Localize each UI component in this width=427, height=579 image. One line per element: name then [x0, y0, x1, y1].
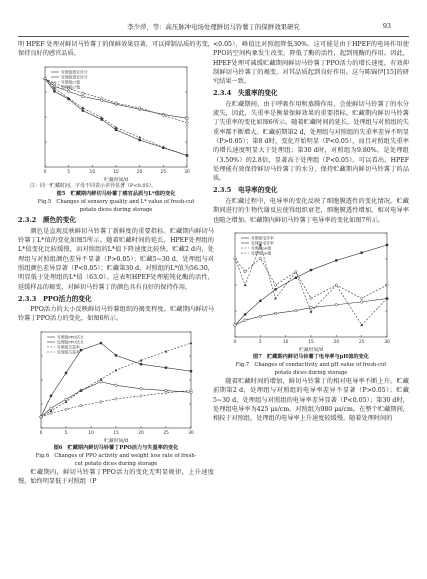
x-tick-label: 25 — [358, 339, 365, 345]
figure-7-caption-en-1: Fig.7 Changes of conductivity and pH value of fresh-cut — [235, 361, 387, 368]
x-tick-label: 15 — [113, 169, 119, 175]
section-2-3-3-heading: 2.3.3 PPO活力的变化 — [18, 294, 92, 303]
page-number: 93 — [382, 22, 391, 30]
data-point — [244, 319, 247, 322]
data-point — [65, 398, 68, 401]
paragraph-ppo-tail: <0.05），峰值比对照组降低30%。这可能是由于HPEF的电场作用使PPO的空间构象发生改变，降低了酶的活性，起到钝酶的作用。因此，HPEF处理可减缓贮藏期间鲜切马铃薯丁PPO活力的增长速度，有效抑制鲜切马铃薯丁的褐变，对其品质起到良好作用。这与陈锦伊[15]的研究结果一致。 — [213, 41, 409, 86]
data-point — [295, 309, 298, 312]
data-point — [244, 313, 246, 315]
data-point — [53, 82, 56, 85]
running-title: 李少萍，等：高压脉冲电场处理鲜切马铃薯丁的保鲜效果研究 — [127, 23, 300, 31]
section-2-3-3-continued: 贮藏期内，鲜切马铃薯丁PPO活力的变化无明显规律，上升速度慢，始终明显低于对照组（P — [18, 468, 214, 486]
legend-label: 对照组L*值 — [61, 79, 81, 85]
x-tick-label: 5 — [64, 430, 68, 436]
section-2-3-5-body: 在贮藏过程中，电导率的变化反映了细胞膜透性的变化情况。贮藏期间进行的生物代谢反应使得组织衰老，细胞膜透性增加，相对电导率也随之增加。贮藏期内鲜切马铃薯丁电导率的变化如图7所示。 — [213, 197, 409, 224]
data-point — [138, 139, 140, 141]
data-point — [100, 378, 103, 381]
data-point — [65, 408, 68, 411]
figure-6-caption-cn: 图6 贮藏期内鲜切马铃薯丁PPO活力与失重率的变化 — [53, 444, 179, 451]
data-point — [80, 404, 83, 407]
legend-label: 处理组感官评分 — [61, 74, 88, 80]
data-point — [165, 366, 167, 368]
x-tick-label: 10 — [282, 339, 289, 345]
legend-label: 对照组pH值 — [251, 245, 272, 251]
legend-label: 对照组PPO活力 — [57, 334, 84, 340]
figure-7-caption-cn: 图7 贮藏期内鲜切马铃薯丁电导率与pH值的变化 — [253, 353, 369, 360]
series-line — [45, 78, 187, 155]
data-point — [65, 400, 68, 403]
data-point — [140, 363, 142, 365]
page-header — [0, 22, 427, 36]
x-tick-label: 25 — [163, 430, 169, 436]
data-point — [310, 269, 312, 271]
section-2-3-5-heading: 2.3.5 电导率的变化 — [213, 186, 278, 195]
data-point — [115, 384, 118, 387]
figure-7-caption-en-2: potato dices during storage — [274, 369, 348, 376]
data-point — [165, 391, 168, 394]
figure-5-caption-en-2: potato dices during storage — [79, 206, 153, 213]
legend-label: 处理组PPO活力 — [57, 339, 84, 345]
legend-label: 对照组电导率 — [251, 235, 274, 241]
figure-6-caption-en-1: Fig.6 Changes of PPO activity and weight loss rate of fresh- — [35, 452, 197, 459]
x-tick-label: 20 — [333, 339, 340, 345]
data-point — [190, 370, 192, 372]
series-line — [235, 258, 387, 298]
data-point — [81, 91, 84, 94]
data-point — [53, 90, 55, 92]
data-point — [259, 315, 262, 318]
legend-label: 处理组L*值 — [61, 84, 81, 90]
x-tick-label: 30 — [384, 339, 390, 345]
figure-5-chart — [31, 61, 201, 183]
data-point — [386, 244, 388, 246]
data-point — [82, 95, 85, 98]
legend-label: 对照组失重率 — [57, 344, 80, 350]
x-tick-label: 5 — [258, 339, 262, 345]
data-point — [100, 380, 103, 383]
data-point — [186, 117, 189, 120]
data-point — [50, 411, 53, 414]
figure-5-caption-cn: 图5 贮藏期内鲜切马铃薯丁感官品质与L*值的变化 — [56, 190, 176, 197]
data-point — [274, 312, 277, 315]
series-line — [235, 245, 387, 325]
x-axis-label: 贮藏时间/d — [104, 438, 128, 444]
legend-label: 处理组电导率 — [251, 240, 274, 246]
x-tick-label: 0 — [39, 430, 43, 436]
data-point — [67, 90, 70, 93]
figure-5-caption-en-1: Fig.5 Changes of sensory quality and L* value of fresh-cut — [37, 198, 195, 205]
legend-label: 对照组感官评分 — [61, 69, 88, 75]
x-tick-label: 25 — [160, 169, 167, 175]
data-point — [140, 387, 143, 390]
data-point — [310, 297, 313, 300]
data-point — [335, 303, 338, 306]
section-2-3-3-body: PPO活力的大小反映鲜切马铃薯组织的褐变程度。贮藏期内鲜切马铃薯丁PPO活力的变化，如图6所示。 — [18, 306, 214, 323]
data-point — [360, 297, 363, 300]
x-tick-label: 0 — [233, 339, 237, 345]
data-point — [274, 288, 276, 290]
data-point — [115, 126, 118, 129]
data-point — [115, 128, 117, 130]
data-point — [234, 324, 237, 327]
right-column — [213, 40, 409, 424]
figure-7-chart — [221, 227, 401, 353]
data-point — [50, 407, 53, 410]
data-point — [115, 354, 117, 356]
x-tick-label: 10 — [89, 169, 96, 175]
figure-6-chart — [27, 326, 205, 444]
data-point — [244, 283, 247, 286]
x-tick-label: 0 — [43, 169, 47, 175]
data-point — [50, 394, 52, 396]
data-point — [81, 106, 84, 109]
x-tick-label: 30 — [184, 169, 190, 175]
legend-label: 处理组失重率 — [57, 349, 80, 355]
section-2-3-2-body: 颜色是直观反映鲜切马铃薯丁新鲜度的重要指标。贮藏期内鲜切马铃薯丁L*值的变化如图5所示。随着贮藏时间的延长，HPEF处理组的L*值变化比较缓慢，而对照组的L*值下降速度比较快。贮藏2 d内，处理组与对照组颜色差异不显著（P>0.05）；贮藏5~30 d，处理组与对照组颜色差异显著（P<0.05）；贮藏第30 d，对照组的L*值为56.30，明显低于处理组的L*值（63.0）。这表明HPEF处理能钝化酶的活性，延缓样品的褐变，对鲜切马铃薯丁的颜色具有良好的保持作用。 — [18, 227, 214, 291]
data-point — [190, 341, 193, 344]
x-tick-label: 10 — [88, 430, 94, 436]
data-point — [186, 121, 189, 124]
data-point — [274, 283, 277, 286]
x-tick-label: 30 — [188, 430, 194, 436]
x-axis-label: 贮藏时间/d — [299, 347, 323, 353]
data-point — [80, 349, 82, 351]
x-tick-label: 5 — [67, 169, 71, 175]
data-point — [138, 136, 141, 139]
data-point — [295, 276, 297, 278]
figure-5-note: 注：同一贮藏时间，字母不同表示差异显著（P<0.05）。 — [30, 182, 157, 189]
series-line — [45, 78, 187, 155]
x-tick-label: 15 — [113, 430, 119, 436]
section-2-3-4-heading: 2.3.4 失重率的变化 — [213, 89, 278, 98]
data-point — [335, 259, 337, 261]
section-2-3-4-body: 在贮藏期间，由于呼吸作用和蒸腾作用，会使鲜切马铃薯丁的水分流失，因此，失重率是衡量保鲜效果的重要指标。贮藏期内鲜切马铃薯丁失重率的变化如图6所示。随着贮藏时间的延长，处理组与对照组的失重率都不断增大。贮藏前期第2 d，处理组与对照组的失重率差异不明显（P>0.05）；第8 d时，变化开始明显（P<0.05），而且对照组失重率的增长速度明显大于处理组；第30 d时，对照组为9.80%，是处理组（3.50%）的2.8倍，显著高于处理组（P<0.05）。可以看出，HPEF处理能有效保持鲜切马铃薯丁的水分，保持贮藏期内鲜切马铃薯丁的品质。 — [213, 100, 409, 183]
x-tick-label: 15 — [308, 339, 314, 345]
data-point — [360, 300, 363, 303]
figure-5 — [31, 61, 201, 183]
paragraph-intro-tail: 明 HPEF 处理对鲜切马铃薯丁的保鲜效果显著，可以抑制品质的劣变，保持良好的感官品质。 — [18, 41, 214, 58]
x-axis-label: 贮藏时间/d — [104, 177, 128, 183]
data-point — [165, 350, 168, 353]
data-point — [65, 372, 67, 374]
data-point — [82, 109, 84, 111]
figure-6-caption-en-2: cut potato dices during storage — [74, 460, 158, 467]
header-rule — [18, 36, 409, 37]
data-point — [360, 251, 362, 253]
figure-7 — [221, 227, 401, 353]
data-point — [274, 297, 277, 300]
section-2-3-5-discussion: 随着贮藏时间的增加，鲜切马铃薯丁的相对电导率不断上升。贮藏前期第2 d，处理组与对照组的电导率差异不显著（P>0.05）；贮藏5~30 d，处理组与对照组的电导率差异显著（P<0.05）；第30 d时，处理组电导率为425 μs/cm，对照组为980 μs/cm。在整个贮藏期间，相较于对照组，处理组的电导率上升速度较缓慢。随着处理时间的 — [213, 377, 409, 423]
left-column — [18, 40, 214, 486]
data-point — [115, 397, 118, 400]
legend-label: 处理组pH值 — [251, 250, 272, 256]
data-point — [100, 342, 102, 344]
figure-6 — [27, 326, 205, 444]
data-point — [140, 394, 143, 397]
series-line — [235, 245, 387, 325]
section-2-3-2-heading: 2.3.2 颜色的变化 — [18, 216, 76, 225]
x-tick-label: 20 — [136, 169, 143, 175]
series-line — [41, 390, 191, 416]
data-point — [100, 400, 103, 403]
data-point — [259, 300, 261, 302]
x-tick-label: 20 — [138, 430, 144, 436]
